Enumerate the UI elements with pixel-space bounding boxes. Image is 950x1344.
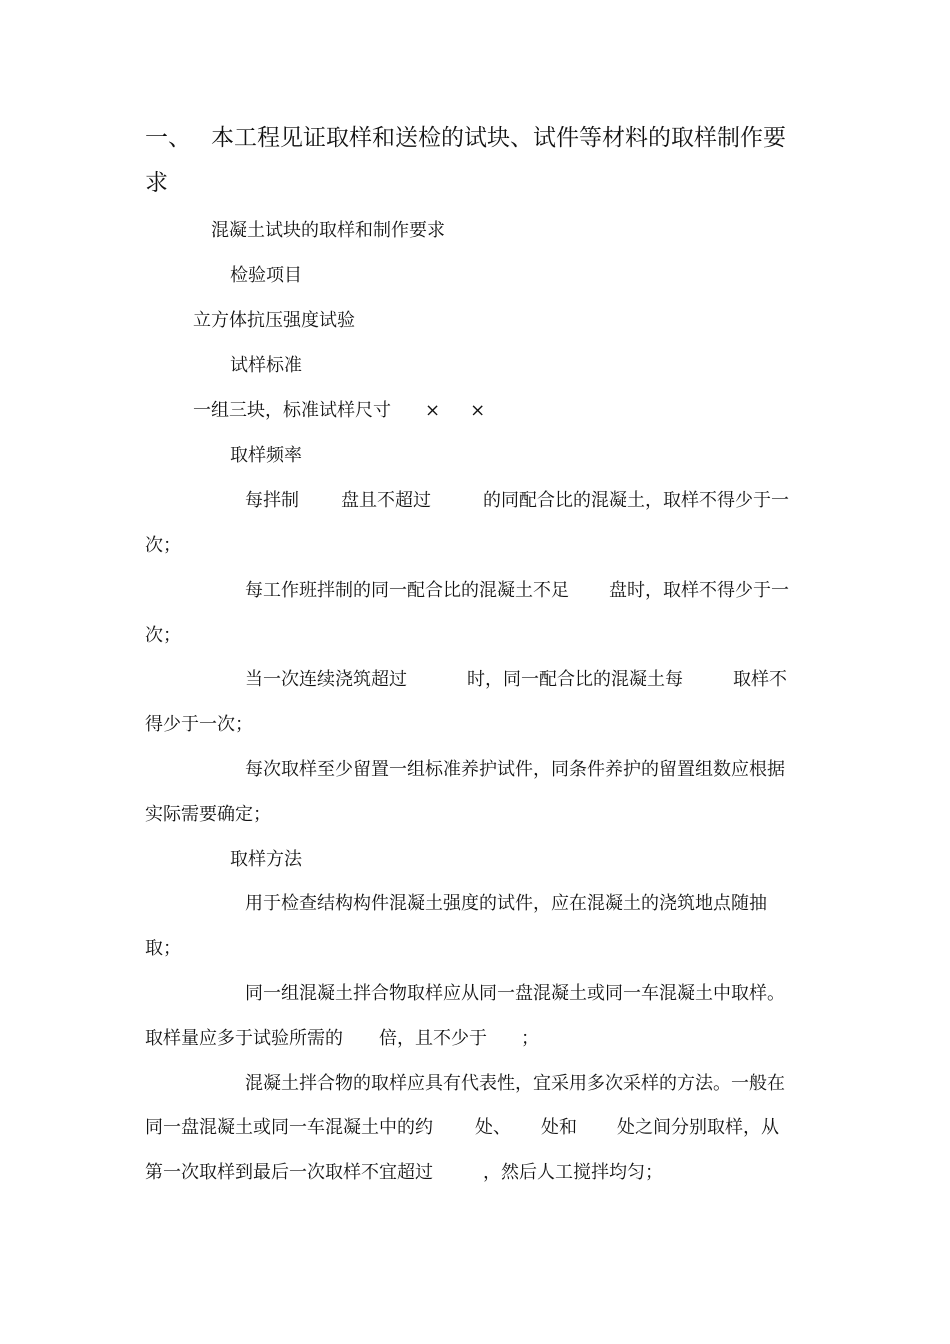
text-span: 当一次连续浇筑超过: [245, 669, 407, 690]
inspection-label: 检验项目: [230, 265, 302, 286]
standard-value-text: 一组三块，标准试样尺寸: [193, 400, 391, 421]
heading-number: 一、: [145, 125, 191, 151]
text-span: 的同配合比的混凝土，取样不得少于一: [483, 490, 789, 511]
text-span: 每工作班拌制的同一配合比的混凝土不足: [245, 580, 569, 601]
method-item-2: 同一组混凝土拌合物取样应从同一盘混凝土或同一车混凝土中取样。: [245, 983, 785, 1004]
inspection-value: 立方体抗压强度试验: [193, 310, 355, 331]
text-span: 倍，且不少于: [379, 1028, 487, 1049]
text-span: 每拌制: [245, 490, 299, 511]
heading-title-line2: 求: [145, 170, 168, 196]
frequency-item-1-cont: 次；: [145, 535, 181, 556]
frequency-item-4: 每次取样至少留置一组标准养护试件，同条件养护的留置组数应根据: [245, 759, 785, 780]
frequency-item-2-cont: 次；: [145, 625, 181, 646]
method-item-1-cont: 取；: [145, 938, 181, 959]
standard-value: [193, 399, 485, 423]
heading-title-line1: 本工程见证取样和送检的试块、试件等材料的取样制作要: [211, 125, 786, 151]
frequency-item-3-cont: 得少于一次；: [145, 714, 253, 735]
text-span: 取样不: [733, 669, 787, 690]
frequency-item-3: [245, 668, 787, 692]
text-span: 处之间分别取样，从: [617, 1117, 779, 1138]
times-sign-2: ×: [470, 400, 486, 421]
section-title: 混凝土试块的取样和制作要求: [211, 220, 445, 241]
method-item-3-cont1: [145, 1116, 779, 1140]
text-span: 处和: [541, 1117, 577, 1138]
frequency-label: 取样频率: [230, 445, 302, 466]
text-span: ；: [521, 1028, 539, 1049]
text-span: 盘时，取样不得少于一: [609, 580, 789, 601]
text-span: 取样量应多于试验所需的: [145, 1028, 343, 1049]
standard-label: 试样标准: [230, 355, 302, 376]
text-span: 第一次取样到最后一次取样不宜超过: [145, 1162, 433, 1183]
method-item-2-cont: [145, 1027, 539, 1051]
frequency-item-2: [245, 579, 789, 603]
text-span: 同一盘混凝土或同一车混凝土中的约: [145, 1117, 433, 1138]
text-span: 盘且不超过: [341, 490, 431, 511]
times-sign-1: ×: [425, 400, 441, 421]
method-item-3-cont2: [145, 1161, 663, 1185]
method-item-1: 用于检查结构构件混凝土强度的试件，应在混凝土的浇筑地点随抽: [245, 893, 767, 914]
frequency-item-1: [245, 489, 789, 513]
text-span: 处、: [475, 1117, 511, 1138]
text-span: 时，同一配合比的混凝土每: [467, 669, 683, 690]
method-item-3: 混凝土拌合物的取样应具有代表性，宜采用多次采样的方法。一般在: [245, 1073, 785, 1094]
text-span: ，然后人工搅拌均匀；: [483, 1162, 663, 1183]
frequency-item-4-cont: 实际需要确定；: [145, 804, 271, 825]
method-label: 取样方法: [230, 849, 302, 870]
